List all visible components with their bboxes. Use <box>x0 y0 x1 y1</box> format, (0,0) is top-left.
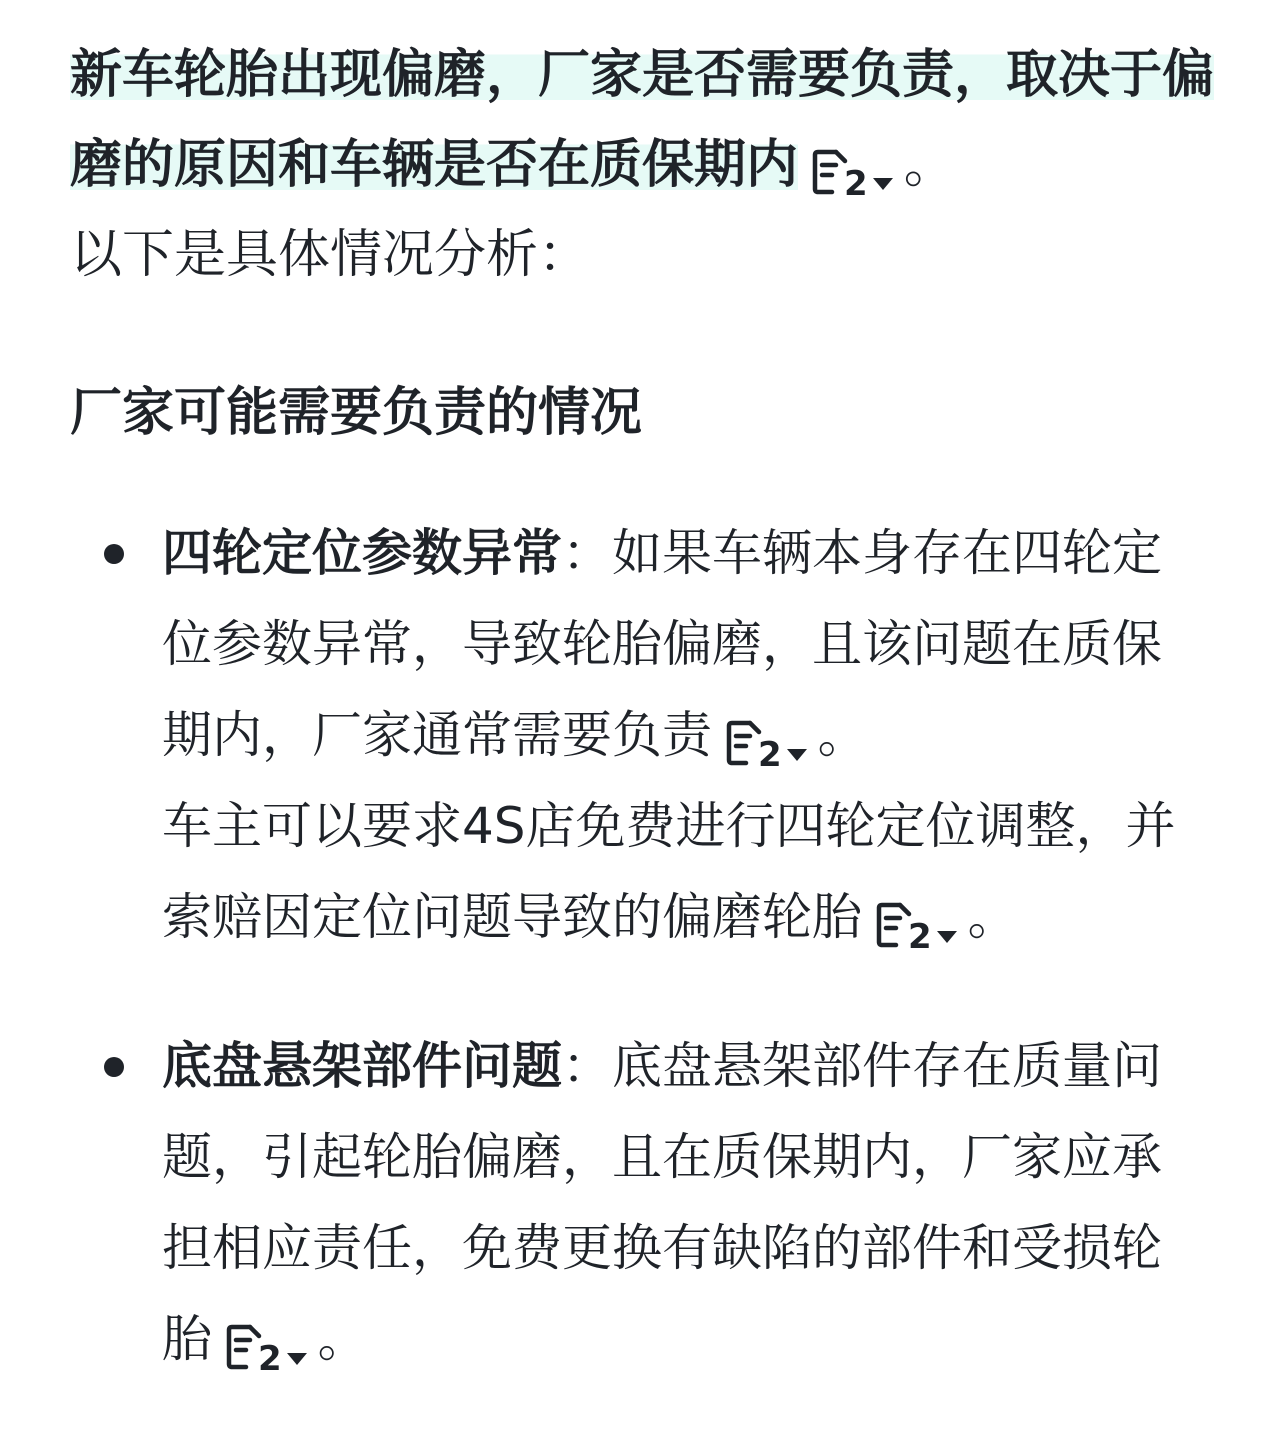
citation-button[interactable] <box>876 894 958 957</box>
item-colon: ： <box>562 1037 612 1095</box>
period: 。 <box>317 1310 368 1368</box>
item-text: 车主可以要求4S店免费进行四轮定位调整，并索赔因定位问题导致的偏磨轮胎 <box>162 797 1176 946</box>
highlighted-summary: 新车轮胎出现偏磨，厂家是否需要负责，取决于偏磨的原因和车辆是否在质保期内 <box>70 45 1215 195</box>
caret-down-icon <box>936 930 958 944</box>
bullet-point <box>104 544 124 564</box>
citation-count: 2 <box>844 164 868 204</box>
item-term: 底盘悬架部件问题 <box>162 1037 562 1095</box>
intro-paragraph <box>70 30 1215 300</box>
answer-content <box>70 30 1215 1385</box>
caret-down-icon <box>786 748 808 762</box>
item-text: 如果车辆本身存在四轮定位参数异常，导致轮胎偏磨，且该问题在质保期内，厂家通常需要负责 <box>162 524 1162 764</box>
citation-count: 2 <box>758 734 782 775</box>
citation-button[interactable] <box>226 1316 308 1379</box>
item-term: 四轮定位参数异常 <box>162 524 562 582</box>
citation-count: 2 <box>258 1338 282 1379</box>
item-colon: ： <box>562 524 612 582</box>
list-item <box>70 508 1192 963</box>
item-text: 底盘悬架部件存在质量问题，引起轮胎偏磨，且在质保期内，厂家应承担相应责任，免费更换有缺陷的部件和受损轮胎 <box>162 1037 1162 1368</box>
period: 。 <box>903 135 956 195</box>
citation-button[interactable] <box>812 141 894 204</box>
section-title: 厂家可能需要负责的情况 <box>70 383 643 443</box>
citation-button[interactable] <box>726 712 808 775</box>
period: 。 <box>967 888 1018 946</box>
period: 。 <box>817 706 868 764</box>
bullet-point <box>104 1057 124 1077</box>
citation-count: 2 <box>908 916 932 957</box>
caret-down-icon <box>286 1352 308 1366</box>
caret-down-icon <box>872 177 894 191</box>
bullet-list <box>70 508 1215 1385</box>
list-item <box>70 1021 1192 1385</box>
intro-follow-text: 以下是具体情况分析： <box>70 225 591 285</box>
